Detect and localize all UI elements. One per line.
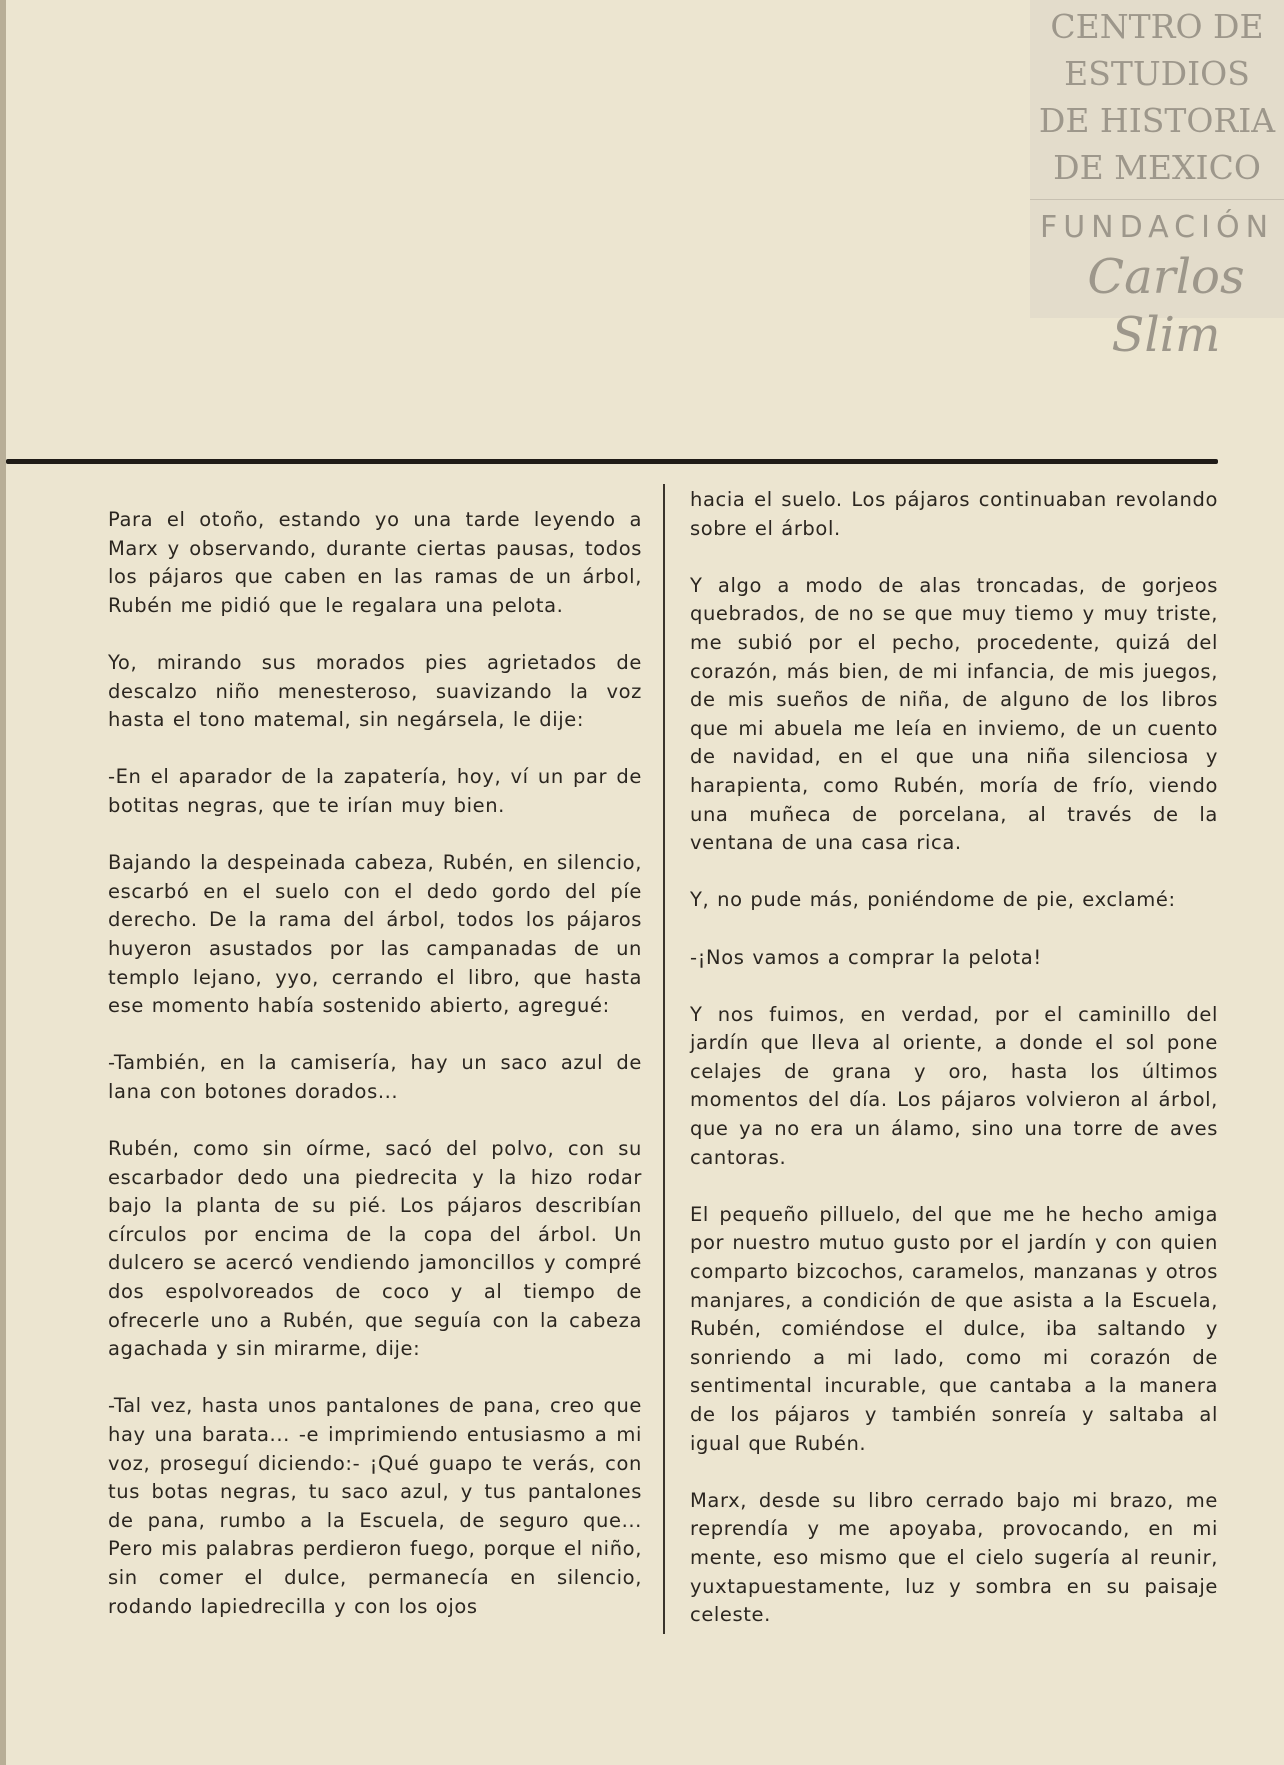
watermark-line: DE MEXICO (1053, 148, 1261, 187)
watermark-line: DE HISTORIA (1038, 101, 1276, 140)
right-column (690, 486, 1218, 1658)
page-edge (0, 0, 6, 1765)
paragraph: -También, en la camisería, hay un saco azul de lana con botones dorados... (108, 1051, 642, 1103)
column-divider (663, 484, 665, 1634)
paragraph: Y, no pude más, poniéndome de pie, exclamé: (690, 888, 1176, 912)
watermark-line: ESTUDIOS (1064, 54, 1250, 93)
watermark-line: CENTRO DE (1050, 7, 1264, 46)
paragraph: Marx, desde su libro cerrado bajo mi brazo, me reprendía y me apoyaba, provocando, en mi mente, eso mismo que el cielo sugería al reunir, yuxtapuestamente, luz y sombra en su paisaje celeste. (690, 1488, 1218, 1627)
archive-watermark (1030, 0, 1284, 363)
paragraph: Yo, mirando sus morados pies agrietados de descalzo niño menesteroso, suavizando la voz hasta el tono matemal, sin negársela, le dije: (108, 650, 642, 732)
paragraph: Y algo a modo de alas troncadas, de gorjeos quebrados, de no se que muy tiemo y muy triste, me subió por el pecho, procedente, quizá del corazón, más bien, de mi infancia, de mis juegos, de mis sueños de niña, de alguno de los libros que mi abuela me leía en inviemo, de un cuento de navidad, en el que una niña silenciosa y harapienta, como Rubén, moría de frío, viendo una muñeca de porcelana, al través de la ventana de una casa rica. (690, 573, 1218, 855)
paragraph: -Tal vez, hasta unos pantalones de pana, creo que hay una barata... -e imprimiendo entusiasmo a mi voz, proseguí diciendo:- ¡Qué guapo te verás, con tus botas negras, tu saco azul, y tus pantalones de pana, rumbo a la Escuela, de seguro que... Pero mis palabras perdieron fuego, porque el niño, sin comer el dulce, permanecía en silencio, rodando lapiedrecilla y con los ojos (108, 1394, 642, 1618)
paragraph: Bajando la despeinada cabeza, Rubén, en silencio, escarbó en el suelo con el dedo gordo del píe derecho. De la rama del árbol, todos los pájaros huyeron asustados por las campanadas de un templo lejano, yyo, cerrando el libro, que hasta ese momento había sostenido abierto, agregué: (108, 851, 642, 1018)
paragraph: Y nos fuimos, en verdad, por el caminillo del jardín que lleva al oriente, a donde el sol pone celajes de grana y oro, hasta los últimos momentos del día. Los pájaros volvieron al árbol, que ya no era un álamo, sino una torre de aves cantoras. (690, 1002, 1218, 1169)
left-column (108, 506, 642, 1650)
watermark-fundacion: FUNDACIÓN (1039, 210, 1275, 245)
paragraph: Para el otoño, estando yo una tarde leyendo a Marx y observando, durante ciertas pausas, todos los pájaros que caben en las ramas de un árbol, Rubén me pidió que le regalara una pelota. (108, 508, 642, 617)
watermark-signature: Carlos Slim (1087, 249, 1245, 363)
paragraph: -¡Nos vamos a comprar la pelota! (690, 945, 1042, 969)
paragraph: -En el aparador de la zapatería, hoy, ví un par de botitas negras, que te irían muy bien. (108, 765, 642, 817)
paragraph: hacia el suelo. Los pájaros continuaban revolando sobre el árbol. (690, 488, 1218, 540)
watermark-divider (1030, 199, 1284, 200)
paragraph: El pequeño pilluelo, del que me he hecho amiga por nuestro mutuo gusto por el jardín y con quien comparto bizcochos, caramelos, manzanas y otros manjares, a condición de que asista a la Escuela, Rubén, comiéndose el dulce, iba saltando y sonriendo a mi lado, como mi corazón de sentimental incurable, que cantaba a la manera de los pájaros y también sonreía y saltaba al igual que Rubén. (690, 1202, 1218, 1455)
paragraph: Rubén, como sin oírme, sacó del polvo, con su escarbador dedo una piedrecita y la hizo rodar bajo la planta de su pié. Los pájaros describían círculos por encima de la copa del árbol. Un dulcero se acercó vendiendo jamoncillos y compré dos espolvoreados de coco y al tiempo de ofrecerle uno a Rubén, que seguía con la cabeza agachada y sin mirarme, dije: (108, 1137, 642, 1361)
header-rule (6, 459, 1218, 464)
